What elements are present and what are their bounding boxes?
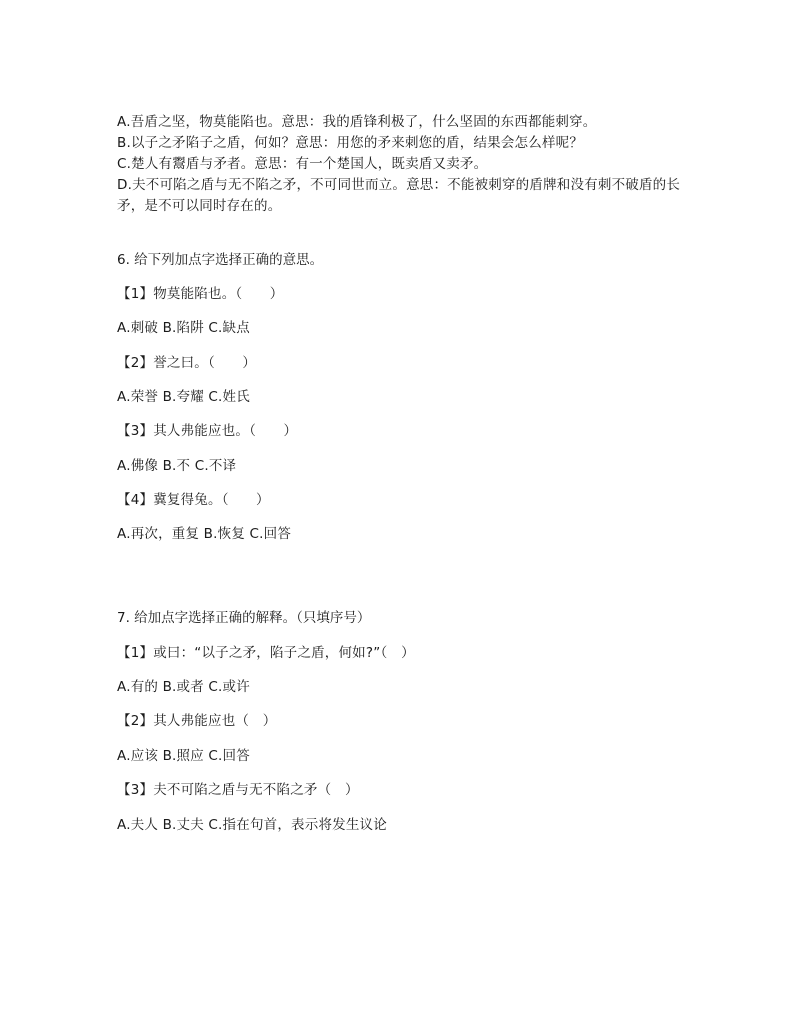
q7-item-2-options: A.应该 B.照应 C.回答	[117, 748, 250, 764]
options-block	[117, 112, 682, 217]
option-a: A.吾盾之坚，物莫能陷也。意思：我的盾锋利极了，什么坚固的东西都能刺穿。	[117, 114, 597, 130]
q7-item-2-prompt: 【2】其人弗能应也（ ）	[117, 713, 277, 729]
q7-item-1-prompt: 【1】或曰：“以子之矛，陷子之盾，何如?”（ ）	[117, 645, 415, 661]
q6-item-4-prompt: 【4】冀复得兔。（ ）	[117, 492, 270, 508]
option-c: C.楚人有鬻盾与矛者。意思：有一个楚国人，既卖盾又卖矛。	[117, 156, 488, 172]
q6-item-2-prompt: 【2】誉之曰。（ ）	[117, 355, 257, 371]
option-b: B.以子之矛陷子之盾，何如？意思：用您的矛来刺您的盾，结果会怎么样呢？	[117, 135, 584, 151]
q6-item-1-options: A.刺破 B.陷阱 C.缺点	[117, 320, 250, 336]
q7-item-3-prompt: 【3】夫不可陷之盾与无不陷之矛（ ）	[117, 782, 359, 798]
q7-item-1-options: A.有的 B.或者 C.或许	[117, 679, 250, 695]
q7-item-3-options: A.夫人 B.丈夫 C.指在句首，表示将发生议论	[117, 817, 387, 833]
q6-item-4-options: A.再次，重复 B.恢复 C.回答	[117, 526, 292, 542]
q6-item-2-options: A.荣誉 B.夸耀 C.姓氏	[117, 389, 250, 405]
q6-item-3-options: A.佛像 B.不 C.不译	[117, 458, 237, 474]
question-6-title: 6. 给下列加点字选择正确的意思。	[117, 252, 324, 268]
option-d: D.夫不可陷之盾与无不陷之矛，不可同世而立。意思：不能被刺穿的盾牌和没有刺不破盾的长矛，是不可以同时存在的。	[117, 177, 681, 214]
q6-item-1-prompt: 【1】物莫能陷也。（ ）	[117, 286, 284, 302]
question-7-title: 7. 给加点字选择正确的解释。（只填序号）	[117, 610, 371, 626]
q6-item-3-prompt: 【3】其人弗能应也。（ ）	[117, 423, 298, 439]
